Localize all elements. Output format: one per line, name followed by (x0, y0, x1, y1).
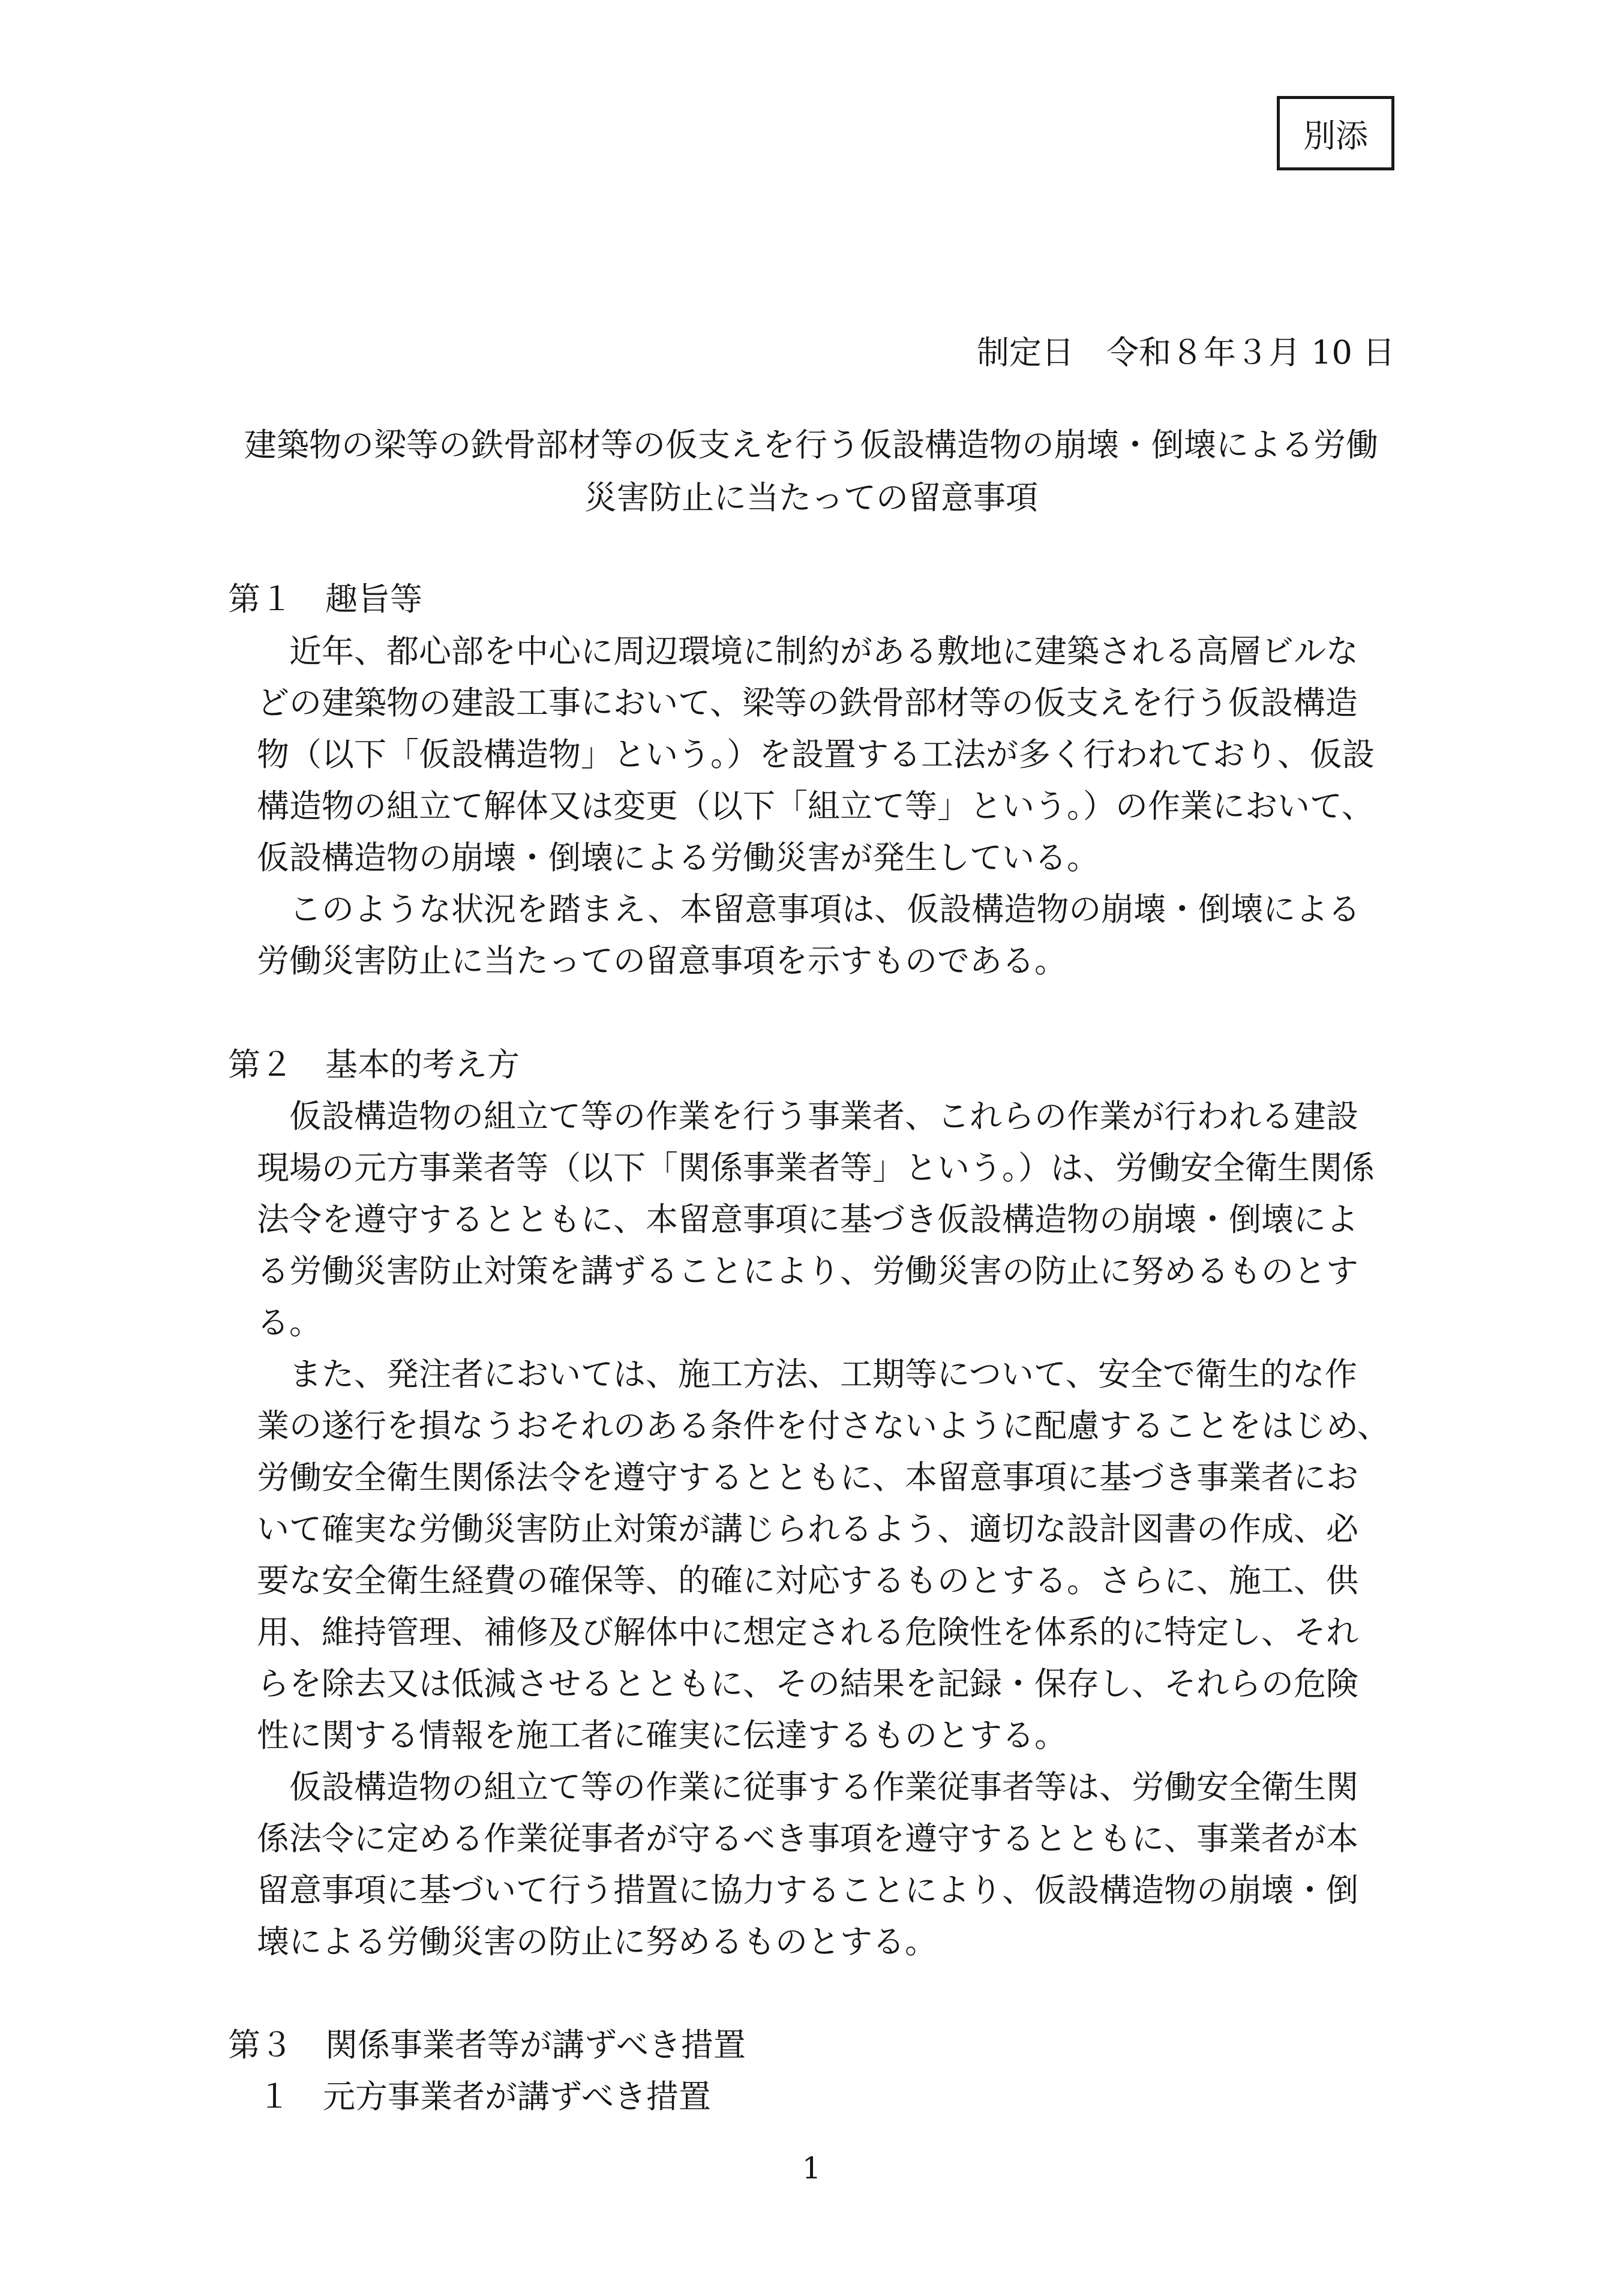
section-2-line: 法令を遵守するとともに、本留意事項に基づき仮設構造物の崩壊・倒壊によ (257, 1200, 1358, 1238)
section-1-line: 労働災害防止に当たっての留意事項を示すものである。 (257, 942, 1067, 980)
section-1-line: このような状況を踏まえ、本留意事項は、仮設構造物の崩壊・倒壊による (289, 890, 1361, 928)
section-1-line: 近年、都心部を中心に周辺環境に制約がある敷地に建築される高層ビルな (289, 632, 1358, 670)
section-2-line: 現場の元方事業者等（以下「関係事業者等」という。）は、労働安全衛生関係 (257, 1149, 1375, 1187)
section-2-line: 留意事項に基づいて行う措置に協力することにより、仮設構造物の崩壊・倒 (257, 1871, 1358, 1909)
section-1-line: 構造物の組立て解体又は変更（以下「組立て等」という。）の作業において、 (257, 787, 1374, 825)
section-1-line: 仮設構造物の崩壊・倒壊による労働災害が発生している。 (257, 839, 1099, 877)
section-1-heading: 第１ 趣旨等 (228, 580, 422, 618)
title-line-1: 建築物の梁等の鉄骨部材等の仮支えを行う仮設構造物の崩壊・倒壊による労働 (244, 426, 1378, 464)
section-2-line: 係法令に定める作業従事者が守るべき事項を遵守するとともに、事業者が本 (257, 1820, 1358, 1857)
section-2-line: 仮設構造物の組立て等の作業を行う事業者、これらの作業が行われる建設 (289, 1097, 1358, 1135)
section-3-heading: 第３ 関係事業者等が講ずべき措置 (228, 2026, 746, 2064)
section-2-line: 仮設構造物の組立て等の作業に従事する作業従事者等は、労働安全衛生関 (289, 1768, 1358, 1806)
section-2-line: 労働安全衛生関係法令を遵守するとともに、本留意事項に基づき事業者にお (257, 1458, 1358, 1496)
attachment-label-box (1277, 96, 1394, 170)
section-2-line: 業の遂行を損なうおそれのある条件を付さないように配慮することをはじめ、 (257, 1407, 1390, 1445)
section-3-subheading: １ 元方事業者が講ずべき措置 (258, 2078, 711, 2115)
section-2-line: る。 (257, 1304, 322, 1341)
section-2-line: 要な安全衛生経費の確保等、的確に対応するものとする。さらに、施工、供 (257, 1562, 1358, 1599)
section-2-line: 壊による労働災害の防止に努めるものとする。 (257, 1923, 937, 1961)
section-2-line: る労働災害防止対策を講ずることにより、労働災害の防止に努めるものとす (257, 1252, 1358, 1290)
section-1-line: 物（以下「仮設構造物」という。）を設置する工法が多く行われており、仮設 (257, 736, 1375, 773)
enactment-date: 制定日 令和８年３月 10 日 (976, 334, 1395, 371)
section-1-line: どの建築物の建設工事において、梁等の鉄骨部材等の仮支えを行う仮設構造 (257, 684, 1358, 722)
section-2-line: 用、維持管理、補修及び解体中に想定される危険性を体系的に特定し、それ (257, 1613, 1358, 1651)
document-title (223, 419, 1399, 524)
section-2-line: いて確実な労働災害防止対策が講じられるよう、適切な設計図書の作成、必 (257, 1510, 1358, 1548)
section-2-line: 性に関する情報を施工者に確実に伝達するものとする。 (257, 1716, 1067, 1754)
attachment-label: 別添 (1303, 116, 1368, 155)
section-2-line: らを除去又は低減させるとともに、その結果を記録・保存し、それらの危険 (257, 1665, 1358, 1703)
title-line-2: 災害防止に当たっての留意事項 (584, 479, 1038, 517)
section-2-line: また、発注者においては、施工方法、工期等について、安全で衛生的な作 (289, 1355, 1357, 1393)
section-2-heading: 第２ 基本的考え方 (228, 1046, 520, 1084)
page-number: 1 (802, 2151, 821, 2186)
